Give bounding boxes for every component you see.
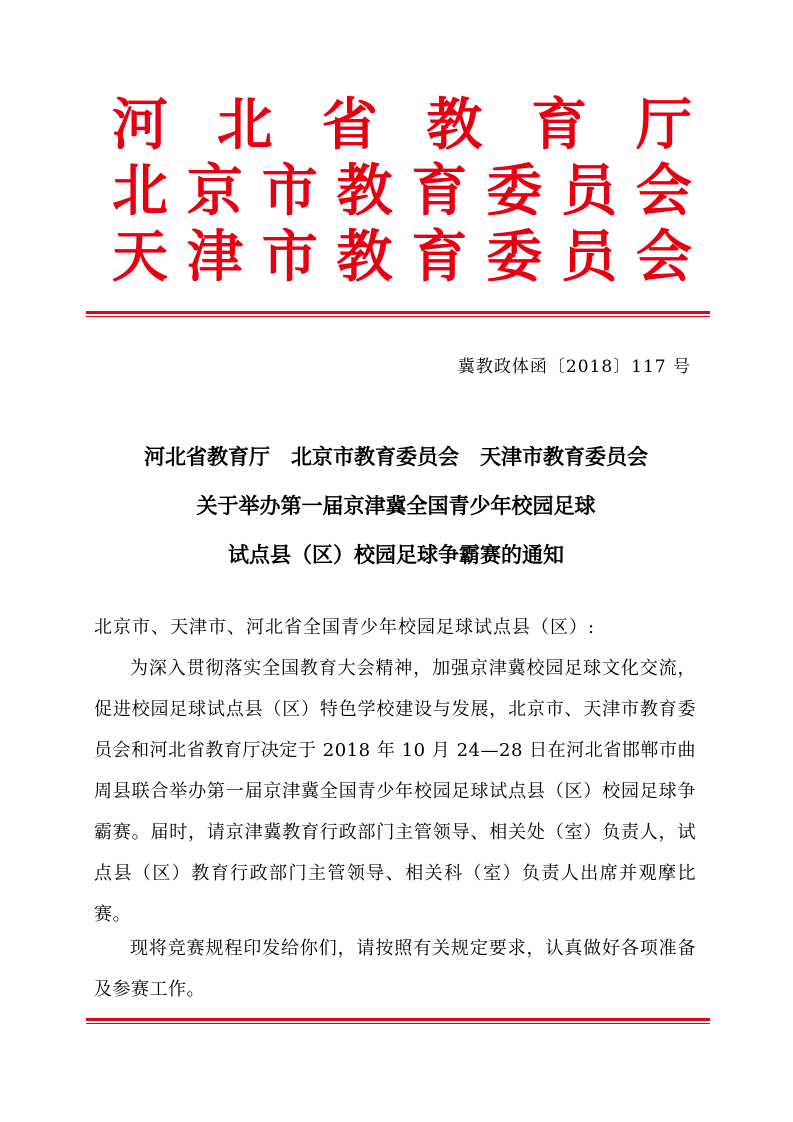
body-paragraph: 现将竞赛规程印发给你们，请按照有关规定要求，认真做好各项准备及参赛工作。 [94, 938, 696, 1000]
issuer-char: 教 [336, 224, 393, 290]
title-line-3: 试点县（区）校园足球争霸赛的通知 [228, 542, 564, 567]
issuer-char: 委 [486, 158, 543, 224]
issuer-char: 市 [261, 158, 318, 224]
issuer-line-tianjin [112, 224, 692, 290]
title-line-1: 河北省教育厅 北京市教育委员会 天津市教育委员会 [144, 444, 648, 469]
issuer-char: 会 [635, 224, 692, 290]
issuer-char: 育 [411, 224, 468, 290]
issuer-char: 教 [426, 92, 483, 158]
issuer-header [112, 92, 692, 290]
document-number: 冀教政体函〔2018〕117 号 [457, 357, 691, 377]
issuer-char: 委 [486, 224, 543, 290]
body-paragraph: 为深入贯彻落实全国教育大会精神，加强京津冀校园足球文化交流，促进校园足球试点县（区）特色学校建设与发展，北京市、天津市教育委员会和河北省教育厅决定于 2018 年 10 月 24—28 日在河北省邯郸市曲周县联合举办第一届京津冀全国青少年校园足球试点县（区）校园足球争霸赛。届时，请京津冀教育行政部门主管领导、相关处（室）负责人，试点县（区）教育行政部门主管领导、相关科（室）负责人出席并观摩比赛。 [94, 658, 696, 925]
title-line-2: 关于举办第一届京津冀全国青少年校园足球 [196, 493, 596, 518]
issuer-char: 教 [336, 158, 393, 224]
footer-red-rule [86, 1018, 710, 1024]
issuer-char: 员 [561, 158, 618, 224]
issuer-char: 厅 [635, 92, 692, 158]
issuer-char: 育 [411, 158, 468, 224]
issuer-line-hebei [112, 92, 692, 158]
issuer-char: 员 [561, 224, 618, 290]
issuer-char: 天 [112, 224, 168, 290]
issuer-char: 会 [635, 158, 692, 224]
issuer-char: 北 [112, 158, 168, 224]
issuer-char: 育 [531, 92, 588, 158]
issuer-char: 市 [261, 224, 318, 290]
header-red-rule [86, 311, 710, 317]
issuer-char: 津 [186, 224, 243, 290]
salutation: 北京市、天津市、河北省全国青少年校园足球试点县（区）: [94, 617, 596, 638]
issuer-char: 北 [216, 92, 273, 158]
issuer-char: 河 [112, 92, 168, 158]
issuer-char: 省 [321, 92, 378, 158]
issuer-char: 京 [186, 158, 243, 224]
issuer-line-beijing [112, 158, 692, 224]
